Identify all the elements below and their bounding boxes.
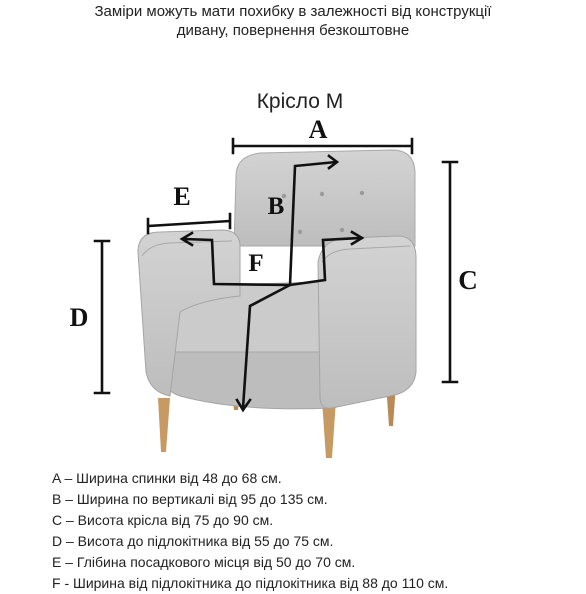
- product-title: Крісло М: [256, 90, 344, 113]
- spec-f: F - Ширина від підлокітника до підлокітника від 88 до 110 см.: [52, 575, 449, 591]
- leg-front-left: [158, 398, 170, 452]
- disclaimer-line-2: дивану, повернення безкоштовне: [176, 22, 410, 39]
- label-f: F: [248, 250, 264, 277]
- dimension-d-line: [95, 241, 109, 393]
- spec-a: A – Ширина спинки від 48 до 68 см.: [52, 470, 282, 486]
- spec-b: B – Ширина по вертикалі від 95 до 135 см.: [52, 491, 328, 507]
- dimension-c-line: [443, 162, 457, 382]
- spec-c: C – Висота крісла від 75 до 90 см.: [52, 512, 274, 528]
- label-d: D: [69, 303, 89, 332]
- dimension-specs-list: [52, 468, 448, 594]
- disclaimer-line-1: Заміри можуть мати похибку в залежності від конструкції: [94, 3, 492, 20]
- label-b: B: [267, 193, 285, 220]
- label-e: E: [173, 182, 191, 211]
- spec-d: D – Висота до підлокітника від 55 до 75 см.: [52, 533, 334, 549]
- right-armrest: [318, 236, 416, 408]
- spec-e: E – Глібина посадкового місця від 50 до 70 см.: [52, 554, 356, 570]
- label-a: A: [308, 115, 328, 144]
- label-c: C: [458, 265, 478, 295]
